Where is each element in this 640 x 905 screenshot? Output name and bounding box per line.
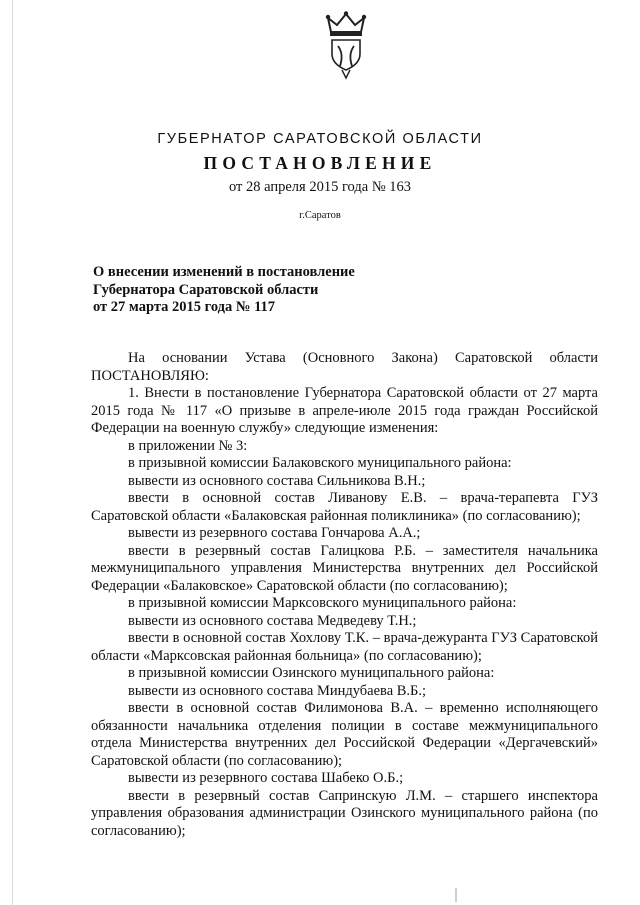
subject-line: Губернатора Саратовской области [93,281,319,298]
body-paragraph: в призывной комиссии Марксовского муниципального района: [128,595,517,611]
body-paragraph: вывести из основного состава Медведеву Т.Н.; [128,612,417,629]
body-paragraph: вывести из резервного состава Шабеко О.Б.; [128,770,404,786]
body-paragraph: вывести из основного состава Сильникова В.Н.; [128,472,426,489]
scan-artifact [455,888,457,902]
body-paragraph: в приложении № 3: [128,437,248,454]
body-paragraph: ввести в основной состав Филимонова В.А. – временно исполняющего обязанности начальника отделения полиции в составе межмуниципального отдела Министерства внутренних дел Российской Федерации «Дергачевский» Саратовской области (по согласованию); [91,700,598,769]
coat-of-arms-emblem [318,10,374,80]
body-paragraph: ввести в основной состав Ливанову Е.В. – врача-терапевта ГУЗ Саратовской области «Балаковская районная поликлиника» (по согласованию); [91,490,598,524]
body-paragraph: ввести в основной состав Хохлову Т.К. – врача-дежуранта ГУЗ Саратовской области «Марксовская районная больница» (по согласованию); [91,630,598,664]
body-paragraph: ввести в резервный состав Сапринскую Л.М. – старшего инспектора управления образования администрации Озинского муниципального района (по согласованию); [91,787,598,839]
document-city: г.Саратов [299,210,341,221]
document-subject [93,264,493,317]
document-body [91,350,598,840]
body-paragraph: 1. Внести в постановление Губернатора Саратовской области от 27 марта 2015 года № 117 «О призыве в апреле-июле 2015 года граждан Российской Федерации на военную службу» следующие изменения: [91,385,598,436]
subject-line: от 27 марта 2015 года № 117 [93,299,276,315]
body-paragraph: На основании Устава (Основного Закона) Саратовской области ПОСТАНОВЛЯЮ: [91,350,598,384]
document-type: ПОСТАНОВЛЕНИЕ [203,153,437,173]
body-paragraph: вывести из основного состава Миндубаева В.Б.; [128,682,427,699]
document-date-number: от 28 апреля 2015 года № 163 [228,179,412,195]
body-paragraph: ввести в резервный состав Галицкова Р.Б. – заместителя начальника межмуниципального управления Министерства внутренних дел Российской Федерации «Балаковское» Саратовской области (по согласованию); [91,542,598,594]
authority-title: ГУБЕРНАТОР САРАТОВСКОЙ ОБЛАСТИ [157,131,483,147]
body-paragraph: вывести из резервного состава Гончарова А.А.; [128,525,421,541]
subject-line: О внесении изменений в постановление [93,264,355,280]
body-paragraph: в призывной комиссии Озинского муниципального района: [128,665,495,681]
body-paragraph: в призывной комиссии Балаковского муниципального района: [128,455,512,471]
